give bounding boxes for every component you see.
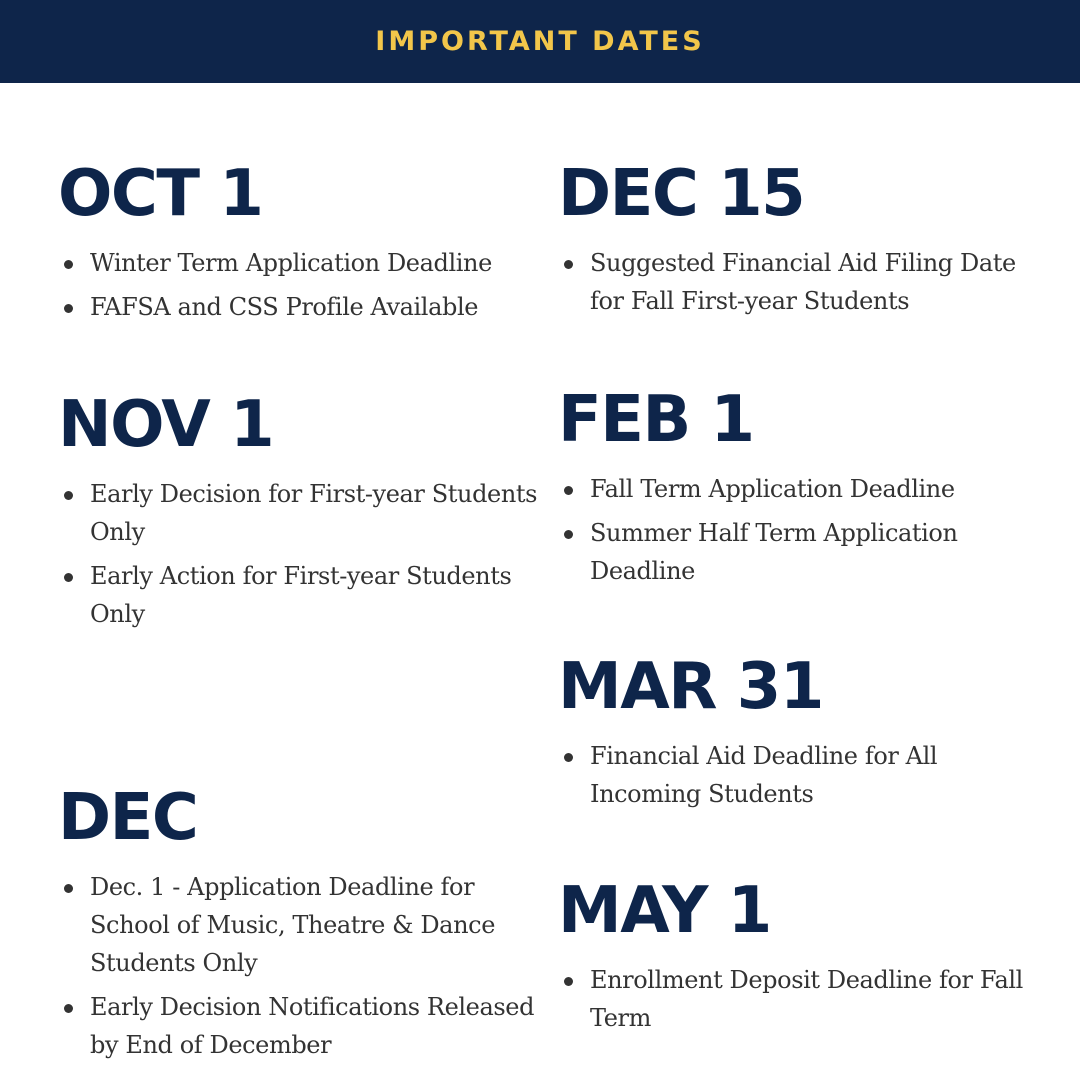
deadline-list bbox=[58, 475, 538, 633]
date-heading: DEC 15 bbox=[558, 157, 805, 231]
date-heading: DEC bbox=[58, 781, 198, 855]
list-item: Winter Term Application Deadline bbox=[58, 244, 538, 282]
date-block-oct-1 bbox=[58, 157, 538, 326]
list-item: Enrollment Deposit Deadline for Fall Term bbox=[558, 961, 1028, 1037]
header-banner bbox=[0, 0, 1080, 83]
list-item: FAFSA and CSS Profile Available bbox=[58, 288, 538, 326]
list-item: Suggested Financial Aid Filing Date for Fall First-year Students bbox=[558, 244, 1028, 320]
deadline-list bbox=[558, 737, 1028, 813]
list-item: Early Decision Notifications Released by End of December bbox=[58, 988, 538, 1064]
date-block-dec-15 bbox=[558, 157, 1028, 320]
date-heading: MAR 31 bbox=[558, 650, 823, 724]
deadline-list bbox=[58, 868, 538, 1064]
list-item: Fall Term Application Deadline bbox=[558, 470, 1028, 508]
deadline-list bbox=[558, 961, 1028, 1037]
date-block-dec bbox=[58, 781, 538, 1064]
date-block-mar-31 bbox=[558, 650, 1028, 813]
deadline-list bbox=[558, 244, 1028, 320]
list-item: Dec. 1 - Application Deadline for School of Music, Theatre & Dance Students Only bbox=[58, 868, 538, 982]
deadline-list bbox=[558, 470, 1028, 590]
list-item: Summer Half Term Application Deadline bbox=[558, 514, 1028, 590]
date-heading: NOV 1 bbox=[58, 388, 274, 462]
date-block-feb-1 bbox=[558, 383, 1028, 590]
date-heading: OCT 1 bbox=[58, 157, 263, 231]
deadline-list bbox=[58, 244, 538, 326]
page-title: IMPORTANT DATES bbox=[375, 26, 705, 57]
date-heading: FEB 1 bbox=[558, 383, 754, 457]
date-block-nov-1 bbox=[58, 388, 538, 633]
date-block-may-1 bbox=[558, 874, 1028, 1037]
list-item: Early Action for First-year Students Only bbox=[58, 557, 538, 633]
list-item: Financial Aid Deadline for All Incoming Students bbox=[558, 737, 1028, 813]
list-item: Early Decision for First-year Students Only bbox=[58, 475, 538, 551]
date-heading: MAY 1 bbox=[558, 874, 771, 948]
